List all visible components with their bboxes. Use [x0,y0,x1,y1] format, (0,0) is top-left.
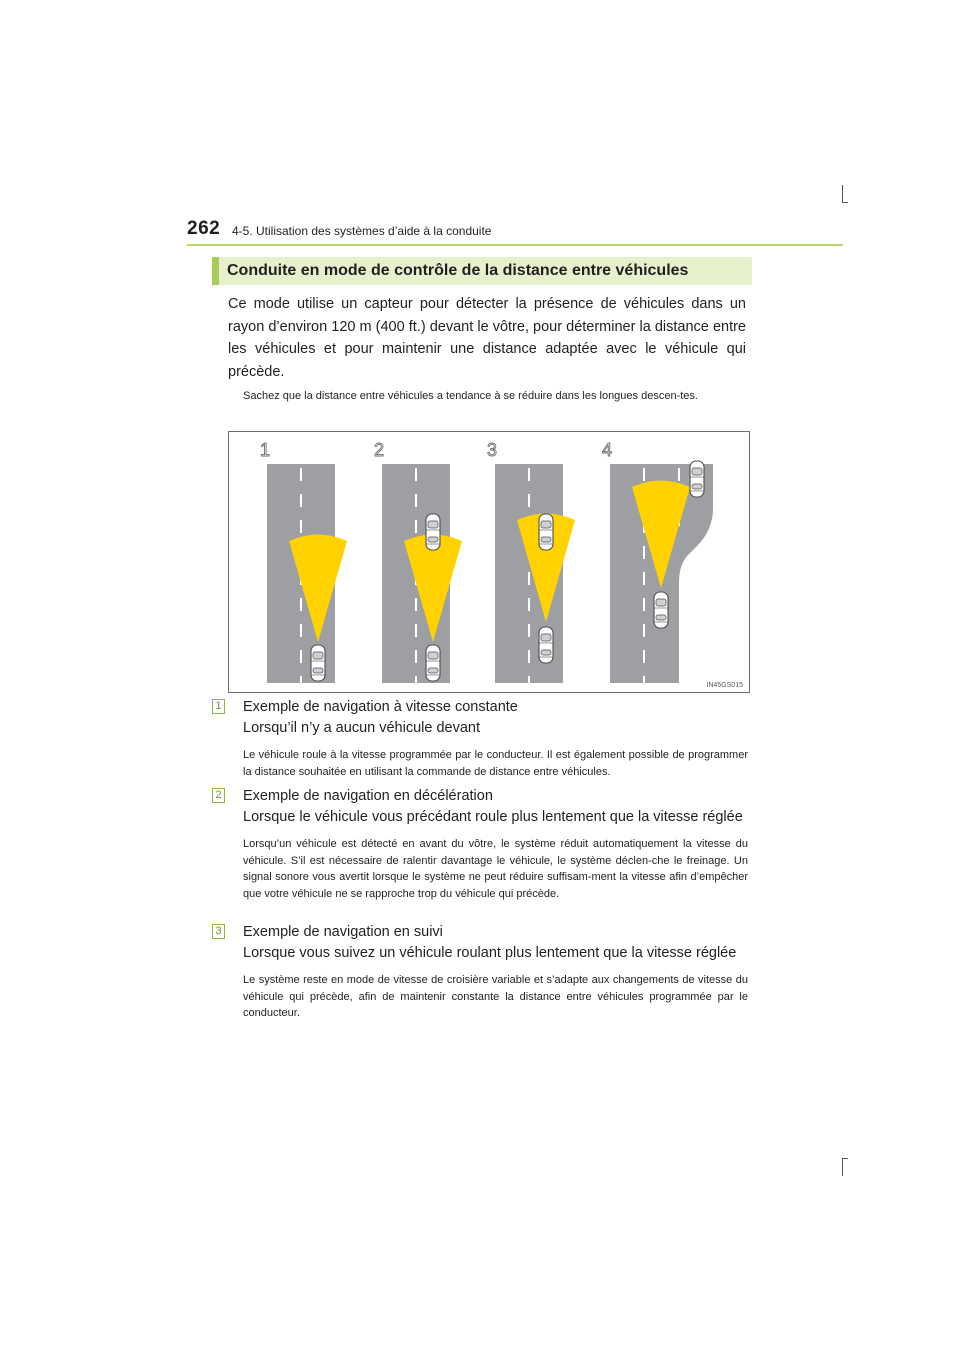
own-car-3 [539,627,553,663]
item-badge-3: 3 [212,924,225,939]
acc-illustration [228,431,750,693]
scenario-label-1: 1 [259,440,271,460]
page-number: 262 [187,218,221,239]
crop-mark-top [842,185,843,203]
scenario-3 [487,440,575,683]
scenario-label-4: 4 [601,440,613,460]
item-title-3: Exemple de navigation en suivi [243,924,443,940]
figure-code: IN45GS015 [706,682,743,689]
item-description-3: Le système reste en mode de vitesse de croisière variable et s’adapte aux changements de vitesse du véhicule qui précède, afin de maintenir constante la distance entre véhicules programmée par le conducteur. [243,974,748,1019]
merging-car-4 [690,461,704,497]
item-subtitle-2: Lorsque le véhicule vous précédant roule plus lentement que la vitesse réglée [243,809,743,825]
section-heading: Conduite en mode de contrôle de la distance entre véhicules [212,257,752,285]
item-title-2: Exemple de navigation en décélération [243,788,493,804]
scenario-1 [260,440,347,683]
item-subtitle-3: Lorsque vous suivez un véhicule roulant plus lentement que la vitesse réglée [243,945,737,961]
item-title-1: Exemple de navigation à vitesse constante [243,699,518,715]
example-item-2 [212,786,748,902]
chapter-title: 4-5. Utilisation des systèmes d’aide à la conduite [232,224,492,238]
crop-mark-bottom [842,1158,843,1176]
item-description-1: Le véhicule roule à la vitesse programmée par le conducteur. Il est également possible de programmer la distance souhaitée en utilisant la commande de distance entre véhicules. [243,749,748,778]
item-badge-2: 2 [212,788,225,803]
scenario-2 [374,440,462,683]
lead-car-3 [539,514,553,550]
own-car-4 [654,592,668,628]
lead-car-2 [426,514,440,550]
own-car-1 [311,645,325,681]
item-description-2: Lorsqu’un véhicule est détecté en avant du vôtre, le système réduit automatiquement la vitesse du véhicule. S’il est nécessaire de ralentir davantage le véhicule, le système déclen-che le freinage. Un signal sonore vous avertit lorsque le système ne peut réduire suffisam-ment la vitesse afin d’empêcher que votre véhicule ne se rapproche trop du véhicule qui précède. [243,838,748,900]
item-badge-1: 1 [212,699,225,714]
note-paragraph: Sachez que la distance entre véhicules a tendance à se réduire dans les longues descen-tes. [243,390,698,402]
item-subtitle-1: Lorsqu’il n’y a aucun véhicule devant [243,720,480,736]
own-car-2 [426,645,440,681]
scenario-label-3: 3 [486,440,498,460]
header-rule [187,244,843,246]
scenario-4 [602,440,713,683]
intro-paragraph: Ce mode utilise un capteur pour détecter la présence de véhicules dans un rayon d’environ 120 m (400 ft.) devant le vôtre, pour déterminer la distance entre les véhicules et pour maintenir une distance adaptée avec le véhicule qui précède. [228,296,746,380]
example-item-3 [212,922,748,1022]
example-item-1 [212,697,748,780]
acc-illustration-svg [229,432,749,692]
scenario-label-2: 2 [373,440,385,460]
